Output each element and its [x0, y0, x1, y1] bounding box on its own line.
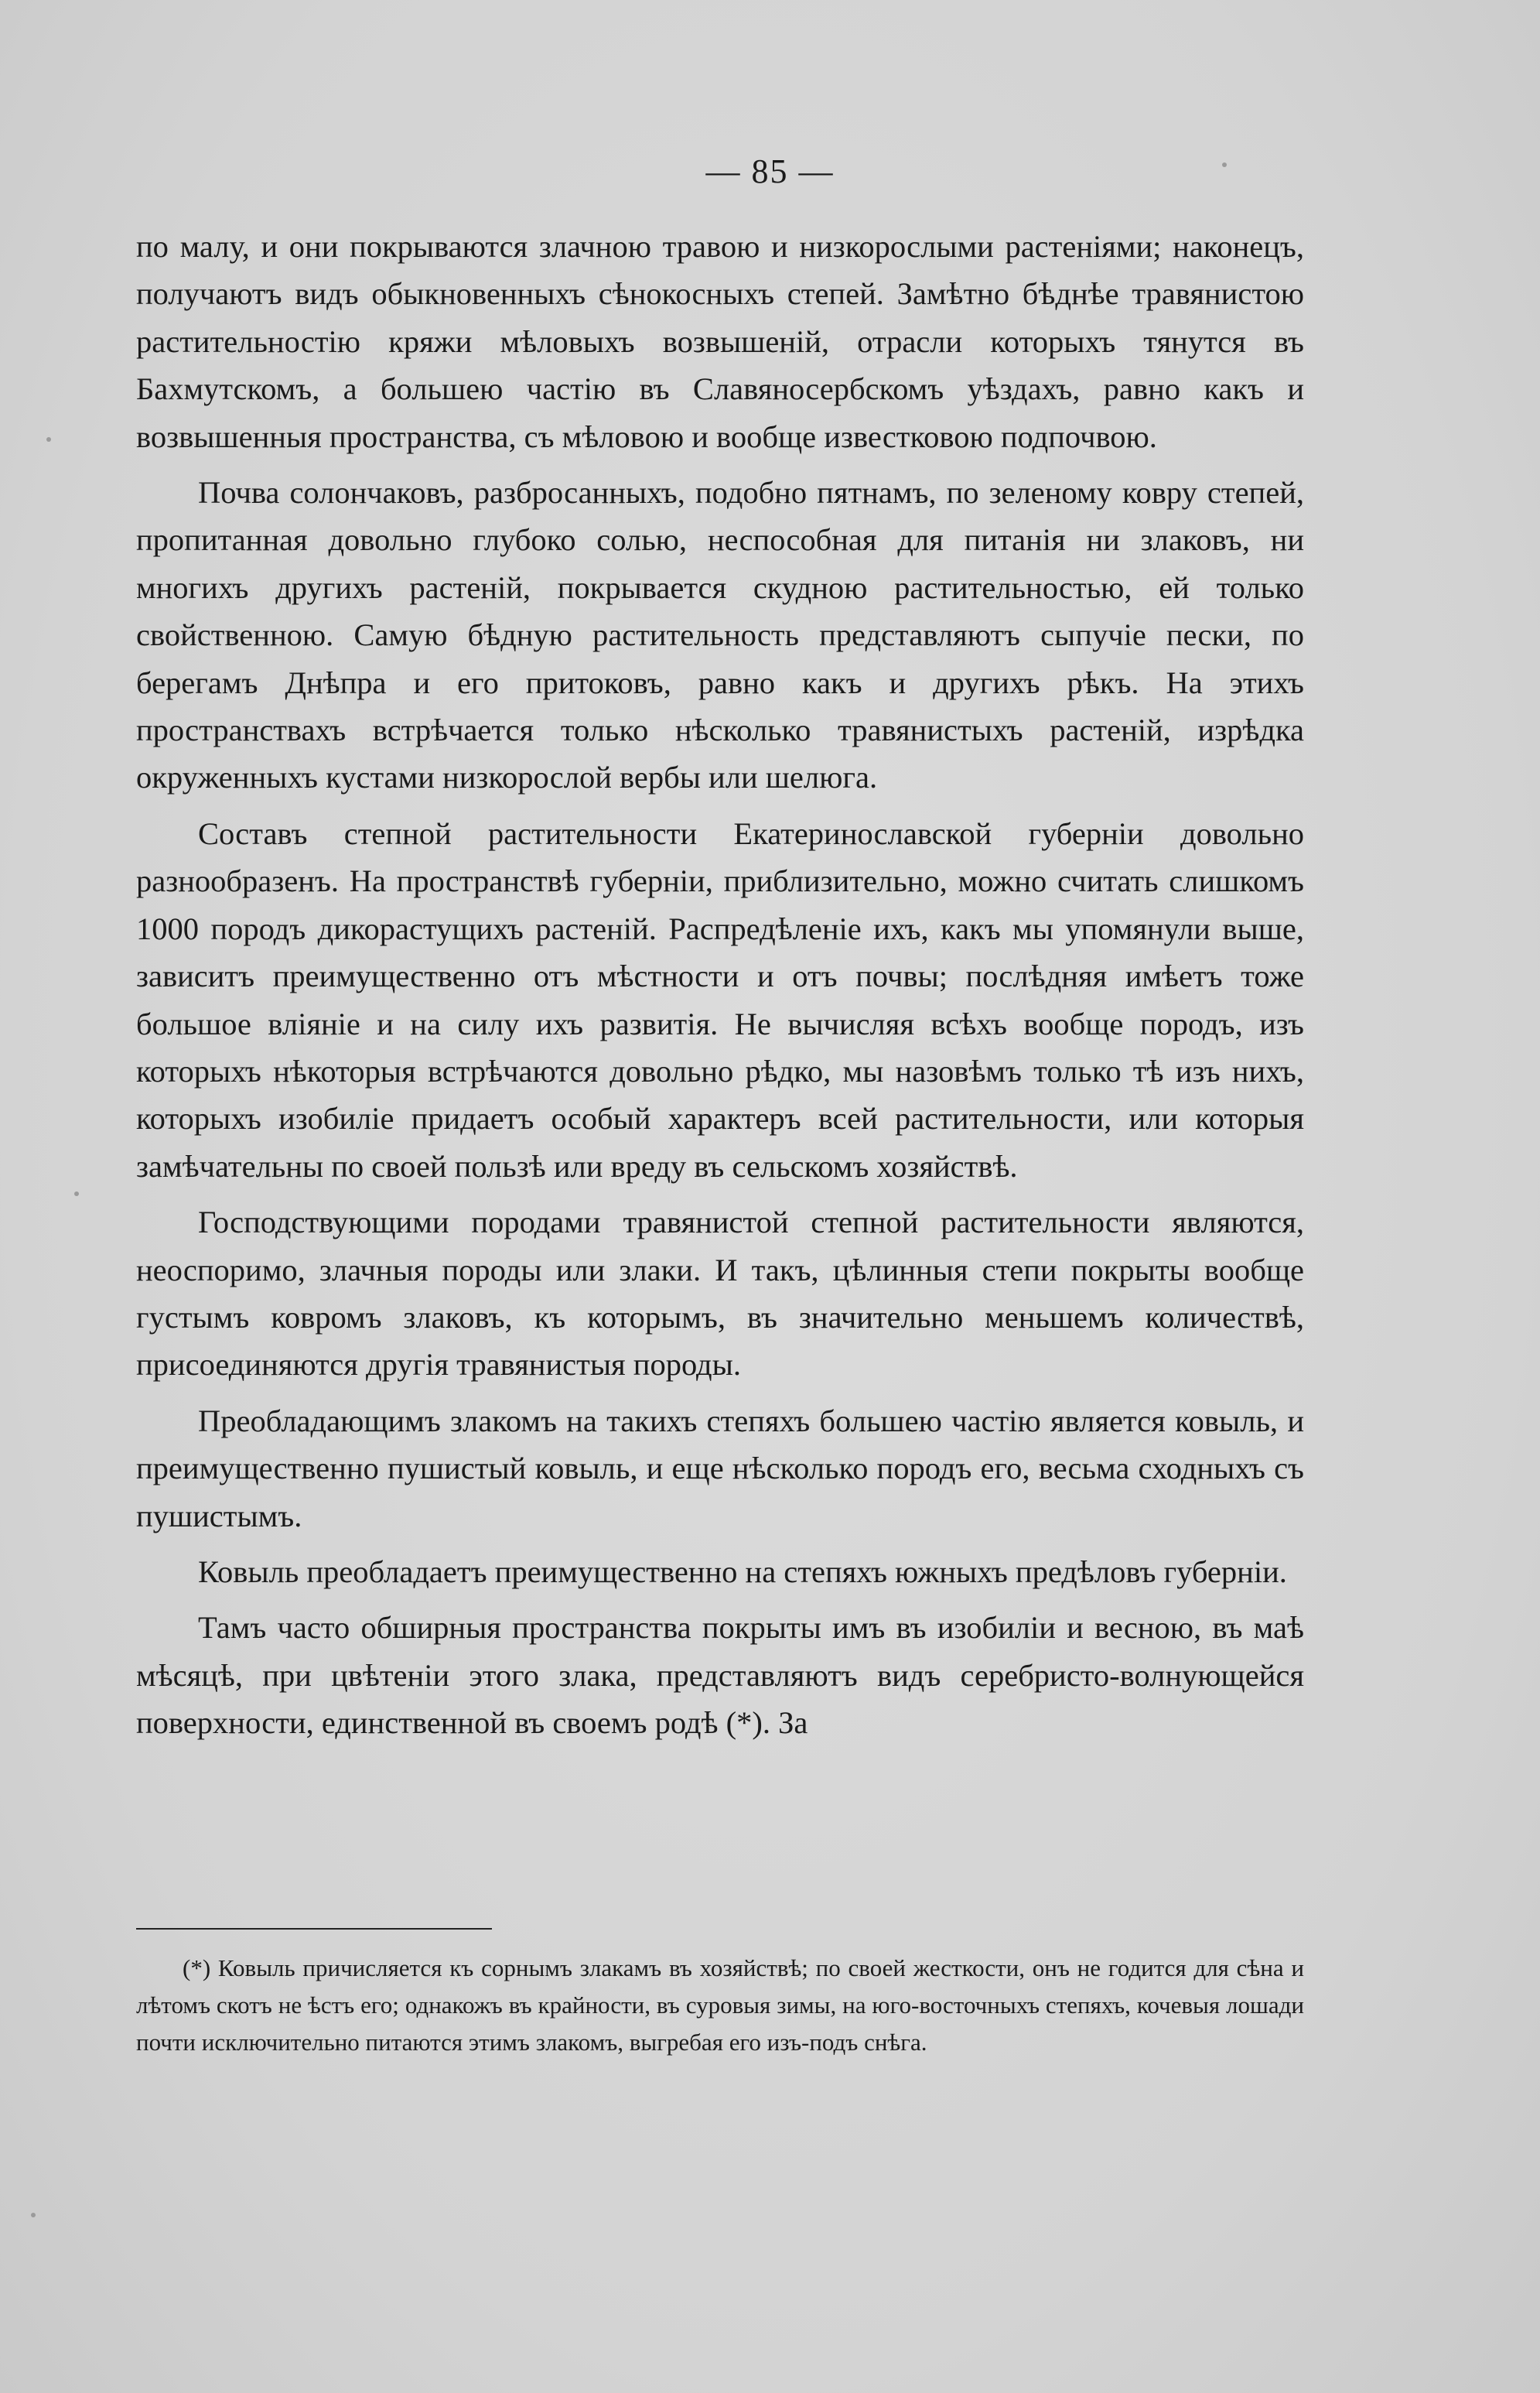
paragraph-6: Ковыль преобладаетъ преимущественно на степяхъ южныхъ предѣловъ губерніи.	[198, 1554, 1287, 1589]
scan-speck	[1222, 162, 1227, 167]
paragraph-3: Составъ степной растительности Екатеринославской губерніи довольно разнообразенъ. На пространствѣ губерніи, приблизительно, можно считать слишкомъ 1000 породъ дикорастущихъ растеній. Распредѣленіе ихъ, какъ мы упомянули выше, зависитъ преимущественно отъ мѣстности и отъ почвы; послѣдняя имѣетъ тоже большое вліяніе и на силу ихъ развитія. Не вычисляя всѣхъ вообще породъ, изъ которыхъ нѣкоторыя встрѣчаются довольно рѣдко, мы назовѣмъ только тѣ изъ нихъ, которыхъ изобиліе придаетъ особый характеръ всей растительности, или которыя замѣчательны по своей пользѣ или вреду въ сельскомъ хозяйствѣ.	[136, 815, 1304, 1184]
footnote: (*) Ковыль причисляется къ сорнымъ злакамъ въ хозяйствѣ; по своей жесткости, онъ не годится для сѣна и лѣтомъ скотъ не ѣстъ его; однакожъ въ крайности, въ суровыя зимы, на юго-восточныхъ степяхъ, кочевыя лошади почти исключительно питаются этимъ злакомъ, выгребая его изъ-подъ снѣга.	[136, 1954, 1304, 2056]
paragraph-1: по малу, и они покрываются злачною травою и низкорослыми растеніями; наконецъ, получаютъ видъ обыкновенныхъ сѣнокосныхъ степей. Замѣтно бѣднѣе травянистою растительностію кряжи мѣловыхъ возвышеній, отрасли которыхъ тянутся въ Бахмутскомъ, а большею частію въ Славяносербскомъ уѣздахъ, равно какъ и возвышенныя пространства, съ мѣловою и вообще известковою подпочвою.	[136, 229, 1304, 454]
footnote-divider	[136, 1928, 492, 1930]
scan-speck	[46, 437, 51, 442]
paragraph-4: Господствующими породами травянистой степной растительности являются, неоспоримо, злачныя породы или злаки. И такъ, цѣлинныя степи покрыты вообще густымъ ковромъ злаковъ, къ которымъ, въ значительно меньшемъ количествѣ, присоединяются другія травянистыя породы.	[136, 1205, 1304, 1383]
paragraph-5: Преобладающимъ злакомъ на такихъ степяхъ большею частію является ковыль, и преимущественно пушистый ковыль, и еще нѣсколько породъ его, весьма сходныхъ съ пушистымъ.	[136, 1403, 1304, 1533]
paragraph-7: Тамъ часто обширныя пространства покрыты имъ въ изобиліи и весною, въ маѣ мѣсяцѣ, при цвѣтеніи этого злака, представляютъ видъ серебристо-волнующейся поверхности, единственной въ своемъ родѣ (*). За	[136, 1610, 1304, 1741]
paragraph-2: Почва солончаковъ, разбросанныхъ, подобно пятнамъ, по зеленому ковру степей, пропитанная довольно глубоко солью, неспособная для питанія ни злаковъ, ни многихъ другихъ растеній, покрывается скудною растительностью, ей только свойственною. Самую бѣдную растительность представляютъ сыпучіе пески, по берегамъ Днѣпра и его притоковъ, равно какъ и другихъ рѣкъ. На этихъ пространствахъ встрѣчается только нѣсколько травянистыхъ растеній, изрѣдка окруженныхъ кустами низкорослой вербы или шелюга.	[136, 475, 1304, 795]
scan-speck	[74, 1191, 79, 1196]
scan-speck	[31, 2213, 36, 2217]
page-number: — 85 —	[705, 152, 835, 190]
body-text	[136, 223, 1304, 1755]
